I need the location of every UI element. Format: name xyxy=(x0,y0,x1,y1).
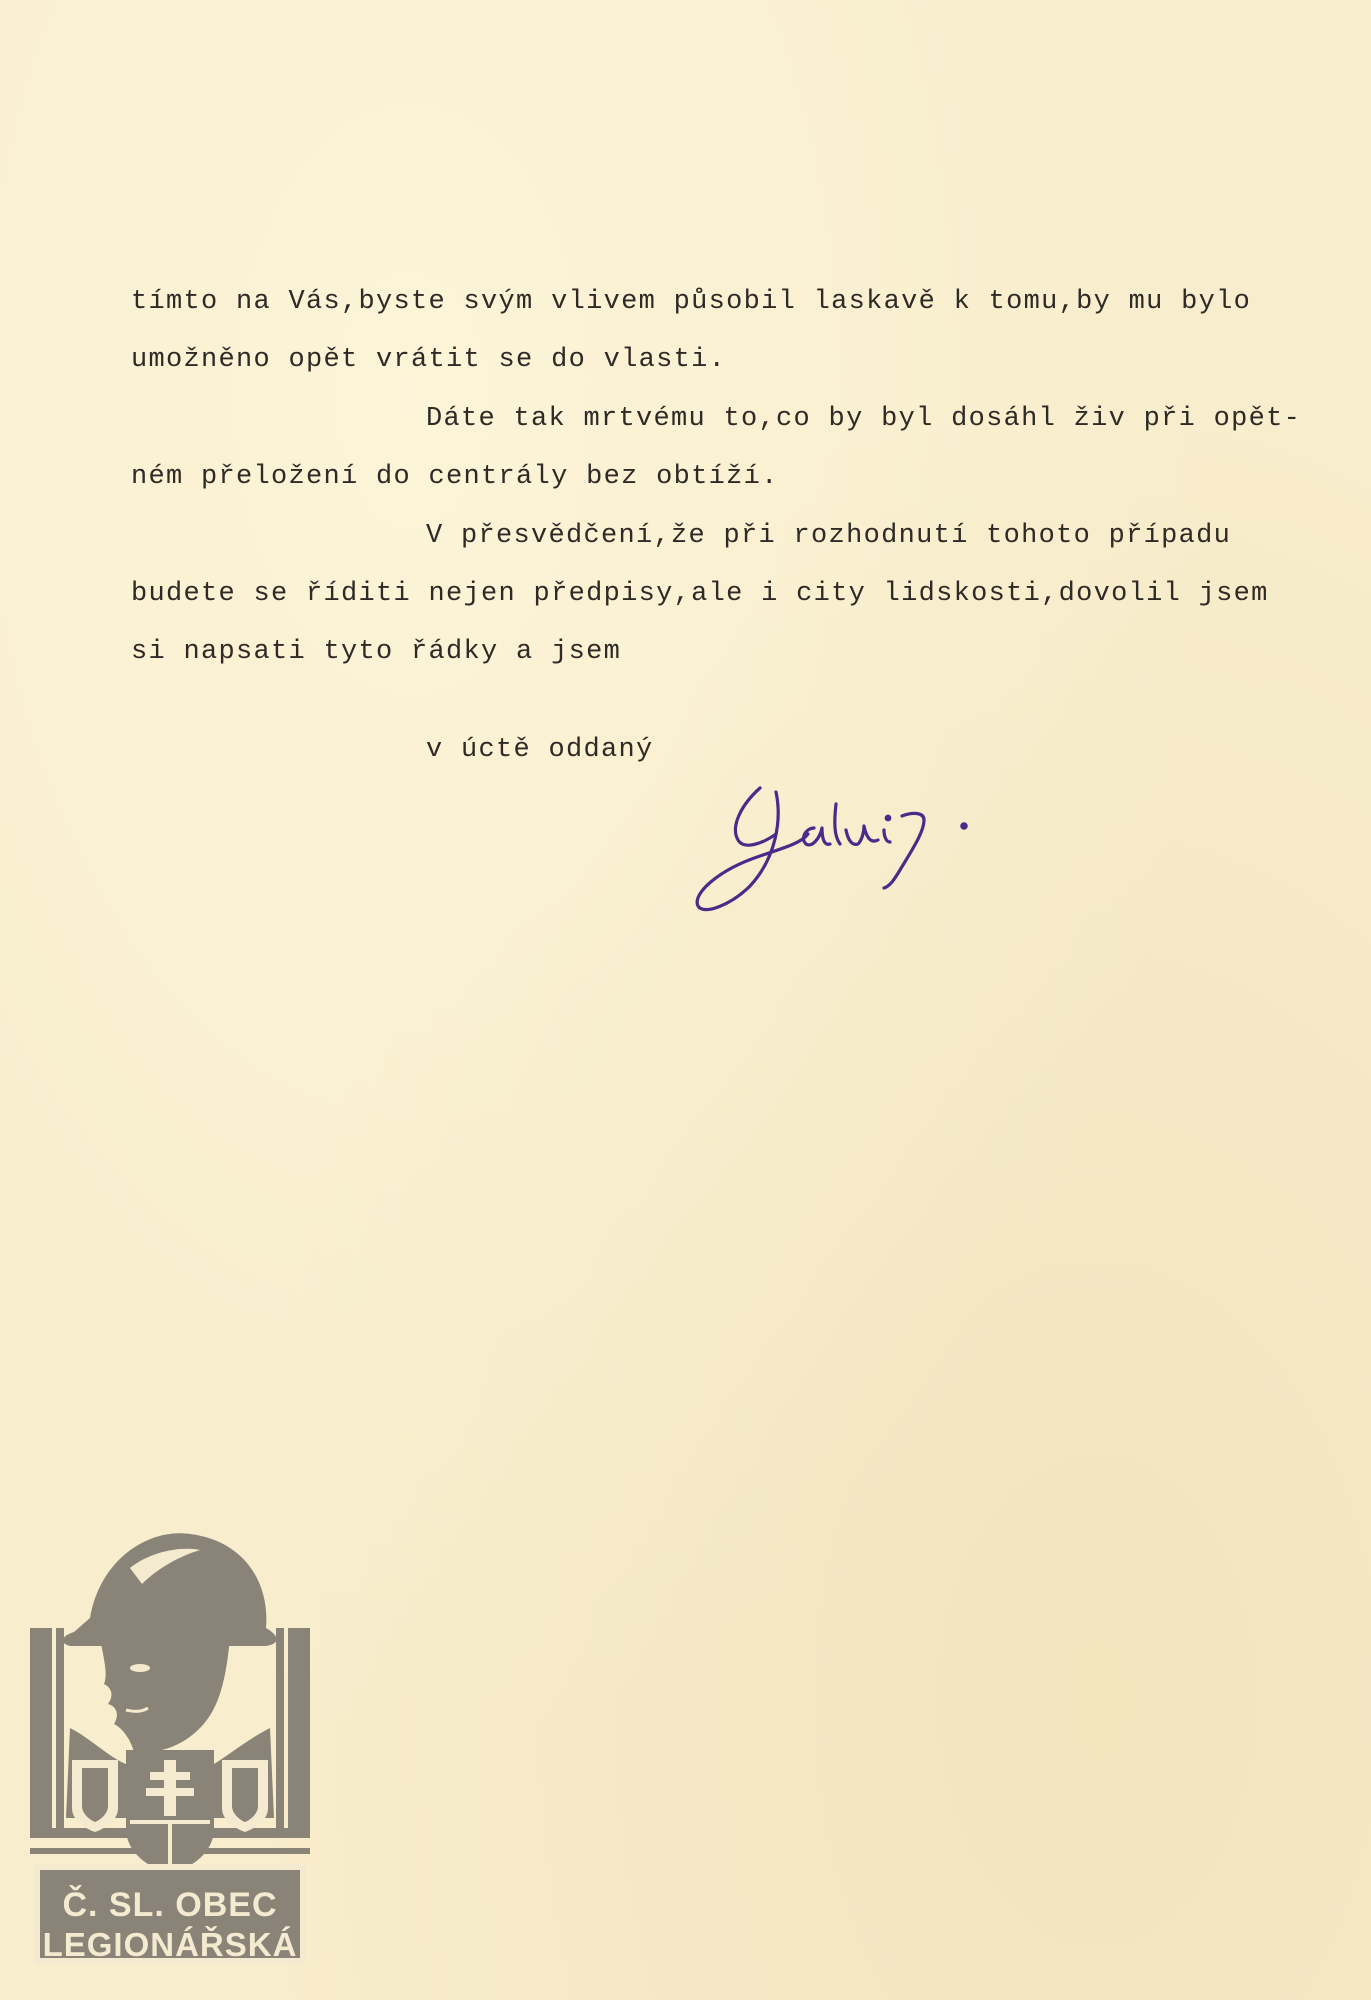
letter-line-6: budete se říditi nejen předpisy,ale i city lidskosti,dovolil jsem xyxy=(131,579,1269,609)
logo-text-line-2: LEGIONÁŘSKÁ xyxy=(42,1926,298,1963)
letter-line-7: si napsati tyto řádky a jsem xyxy=(131,637,622,667)
legion-association-logo xyxy=(30,1528,310,1968)
handwritten-signature xyxy=(690,770,980,920)
letter-line-1: tímto na Vás,byste svým vlivem působil laskavě k tomu,by mu bylo xyxy=(131,287,1252,317)
logo-text-line-1: Č. SL. OBEC xyxy=(62,1886,278,1924)
letter-line-5: V přesvědčení,že při rozhodnutí tohoto případu xyxy=(426,521,1232,551)
letter-line-3: Dáte tak mrtvému to,co by byl dosáhl živ při opět- xyxy=(426,404,1302,434)
letter-line-4: ném přeložení do centrály bez obtíží. xyxy=(131,462,779,492)
letter-line-2: umožněno opět vrátit se do vlasti. xyxy=(131,345,727,375)
closing-line: v úctě oddaný xyxy=(426,735,654,765)
